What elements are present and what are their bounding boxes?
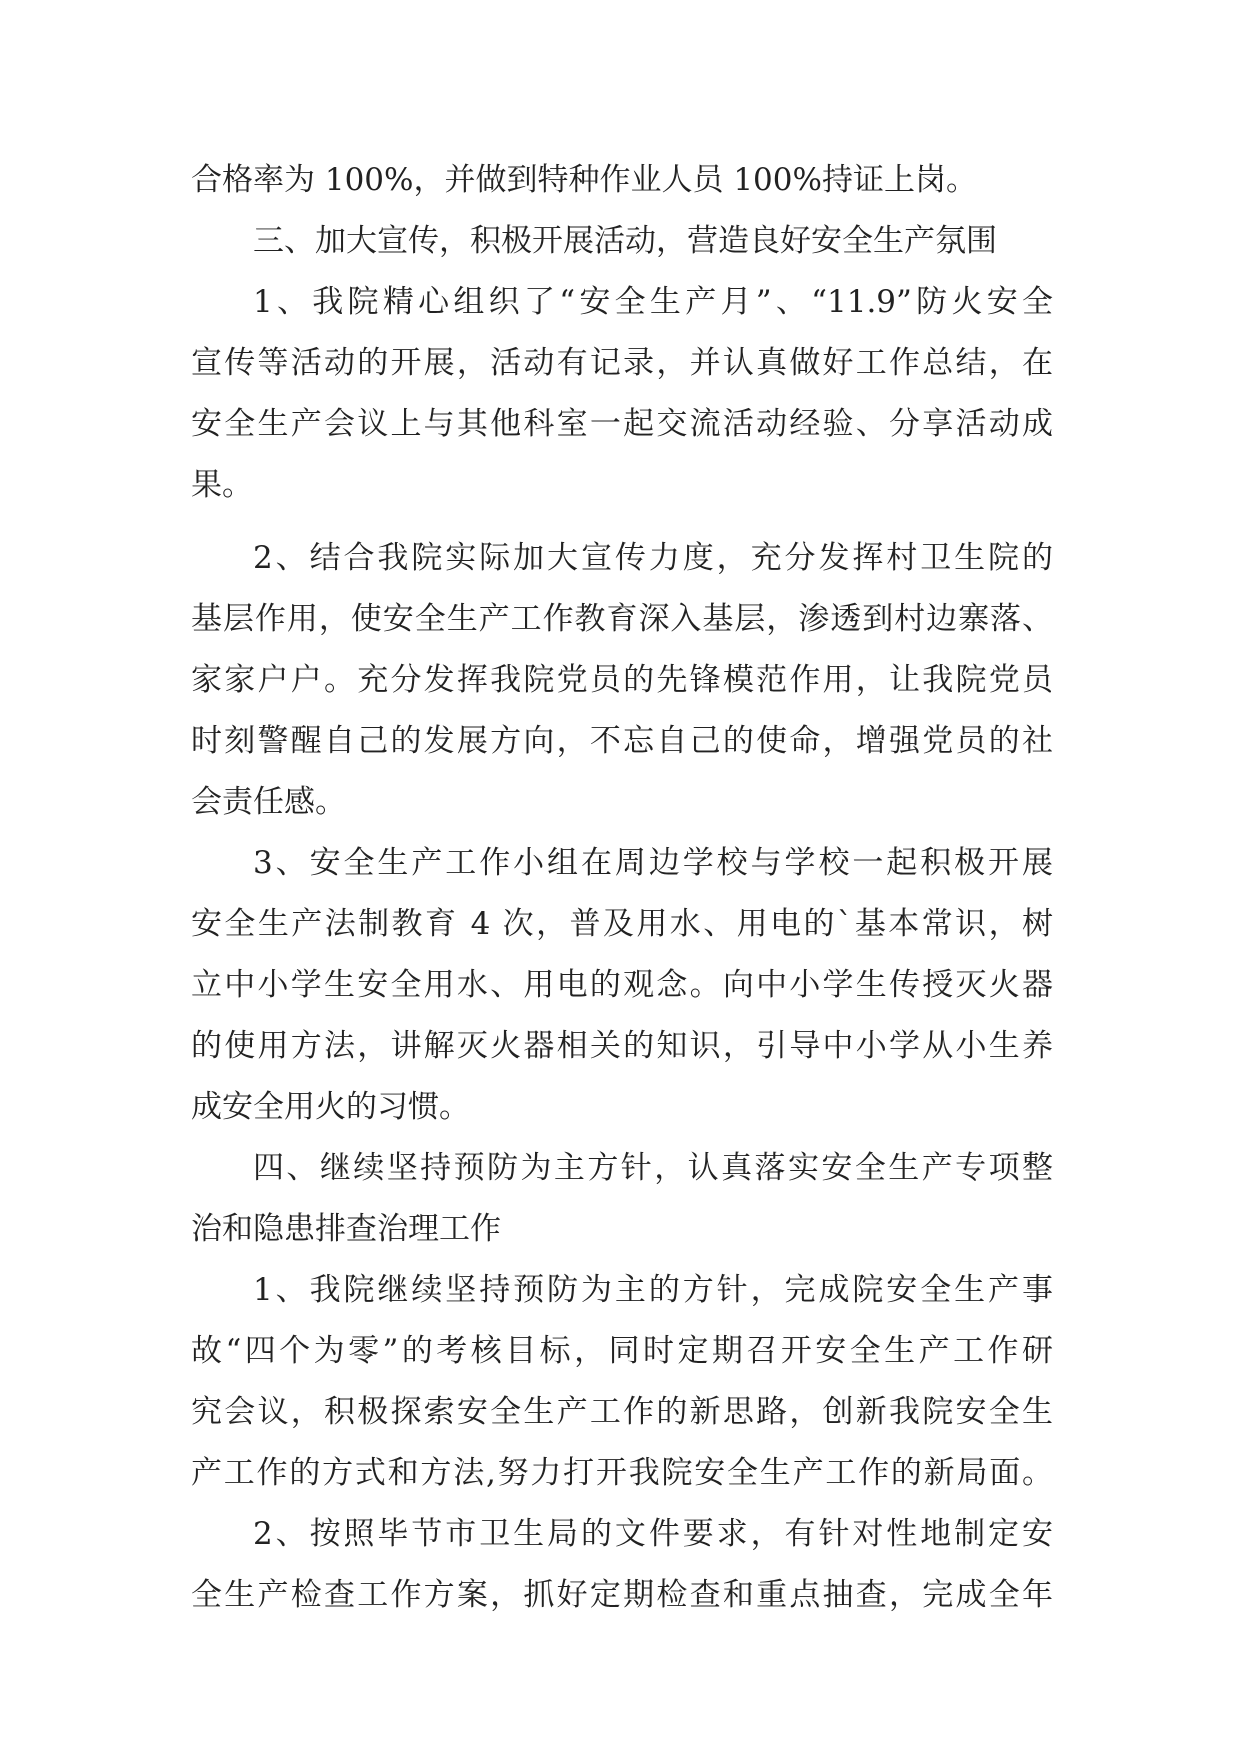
text-line: 四、继续坚持预防为主方针，认真落实安全生产专项整 [253, 1150, 1053, 1186]
text-line: 全生产检查工作方案，抓好定期检查和重点抽查，完成全年 [191, 1577, 1053, 1613]
document-page [191, 150, 1053, 1626]
text-line: 的使用方法，讲解灭火器相关的知识，引导中小学从小生养 [191, 1028, 1053, 1064]
paragraph-gap [191, 516, 1053, 528]
text-line: 2、结合我院实际加大宣传力度，充分发挥村卫生院的 [253, 540, 1053, 576]
paragraph-section-three-item-1 [191, 272, 1053, 516]
paragraph-section-four-item-2 [191, 1504, 1053, 1626]
paragraph-section-three-item-3 [191, 833, 1053, 1138]
text-line: 立中小学生安全用水、用电的观念。向中小学生传授灭火器 [191, 967, 1053, 1003]
text-line: 宣传等活动的开展，活动有记录，并认真做好工作总结，在 [191, 345, 1053, 381]
text-line: 合格率为 100%，并做到特种作业人员 100%持证上岗。 [191, 162, 977, 198]
text-line: 安全生产会议上与其他科室一起交流活动经验、分享活动成 [191, 406, 1053, 442]
text-line: 成安全用火的习惯。 [191, 1089, 470, 1125]
text-line: 产工作的方式和方法,努力打开我院安全生产工作的新局面。 [191, 1455, 1053, 1491]
text-line: 家家户户。充分发挥我院党员的先锋模范作用，让我院党员 [191, 662, 1053, 698]
text-line: 2、按照毕节市卫生局的文件要求，有针对性地制定安 [253, 1516, 1053, 1552]
text-line: 3、安全生产工作小组在周边学校与学校一起积极开展 [253, 845, 1053, 881]
text-line: 1、我院继续坚持预防为主的方针，完成院安全生产事 [253, 1272, 1053, 1308]
text-line: 会责任感。 [191, 784, 346, 820]
text-line: 基层作用，使安全生产工作教育深入基层，渗透到村边寨落、 [191, 601, 1053, 637]
text-line: 1、我院精心组织了“安全生产月”、“11.9”防火安全 [253, 284, 1053, 320]
heading-section-four [191, 1138, 1053, 1260]
paragraph-pass-rate [191, 150, 1053, 211]
paragraph-section-three-item-2 [191, 528, 1053, 833]
text-line: 究会议，积极探索安全生产工作的新思路，创新我院安全生 [191, 1394, 1053, 1430]
text-line: 故“四个为零”的考核目标，同时定期召开安全生产工作研 [191, 1333, 1053, 1369]
text-line: 果。 [191, 467, 253, 503]
text-line: 时刻警醒自己的发展方向，不忘自己的使命，增强党员的社 [191, 723, 1053, 759]
heading-section-three [191, 211, 1053, 272]
text-line: 安全生产法制教育 4 次，普及用水、用电的`基本常识，树 [191, 906, 1053, 942]
paragraph-section-four-item-1 [191, 1260, 1053, 1504]
text-line: 三、加大宣传，积极开展活动，营造良好安全生产氛围 [253, 223, 997, 259]
text-line: 治和隐患排查治理工作 [191, 1211, 501, 1247]
